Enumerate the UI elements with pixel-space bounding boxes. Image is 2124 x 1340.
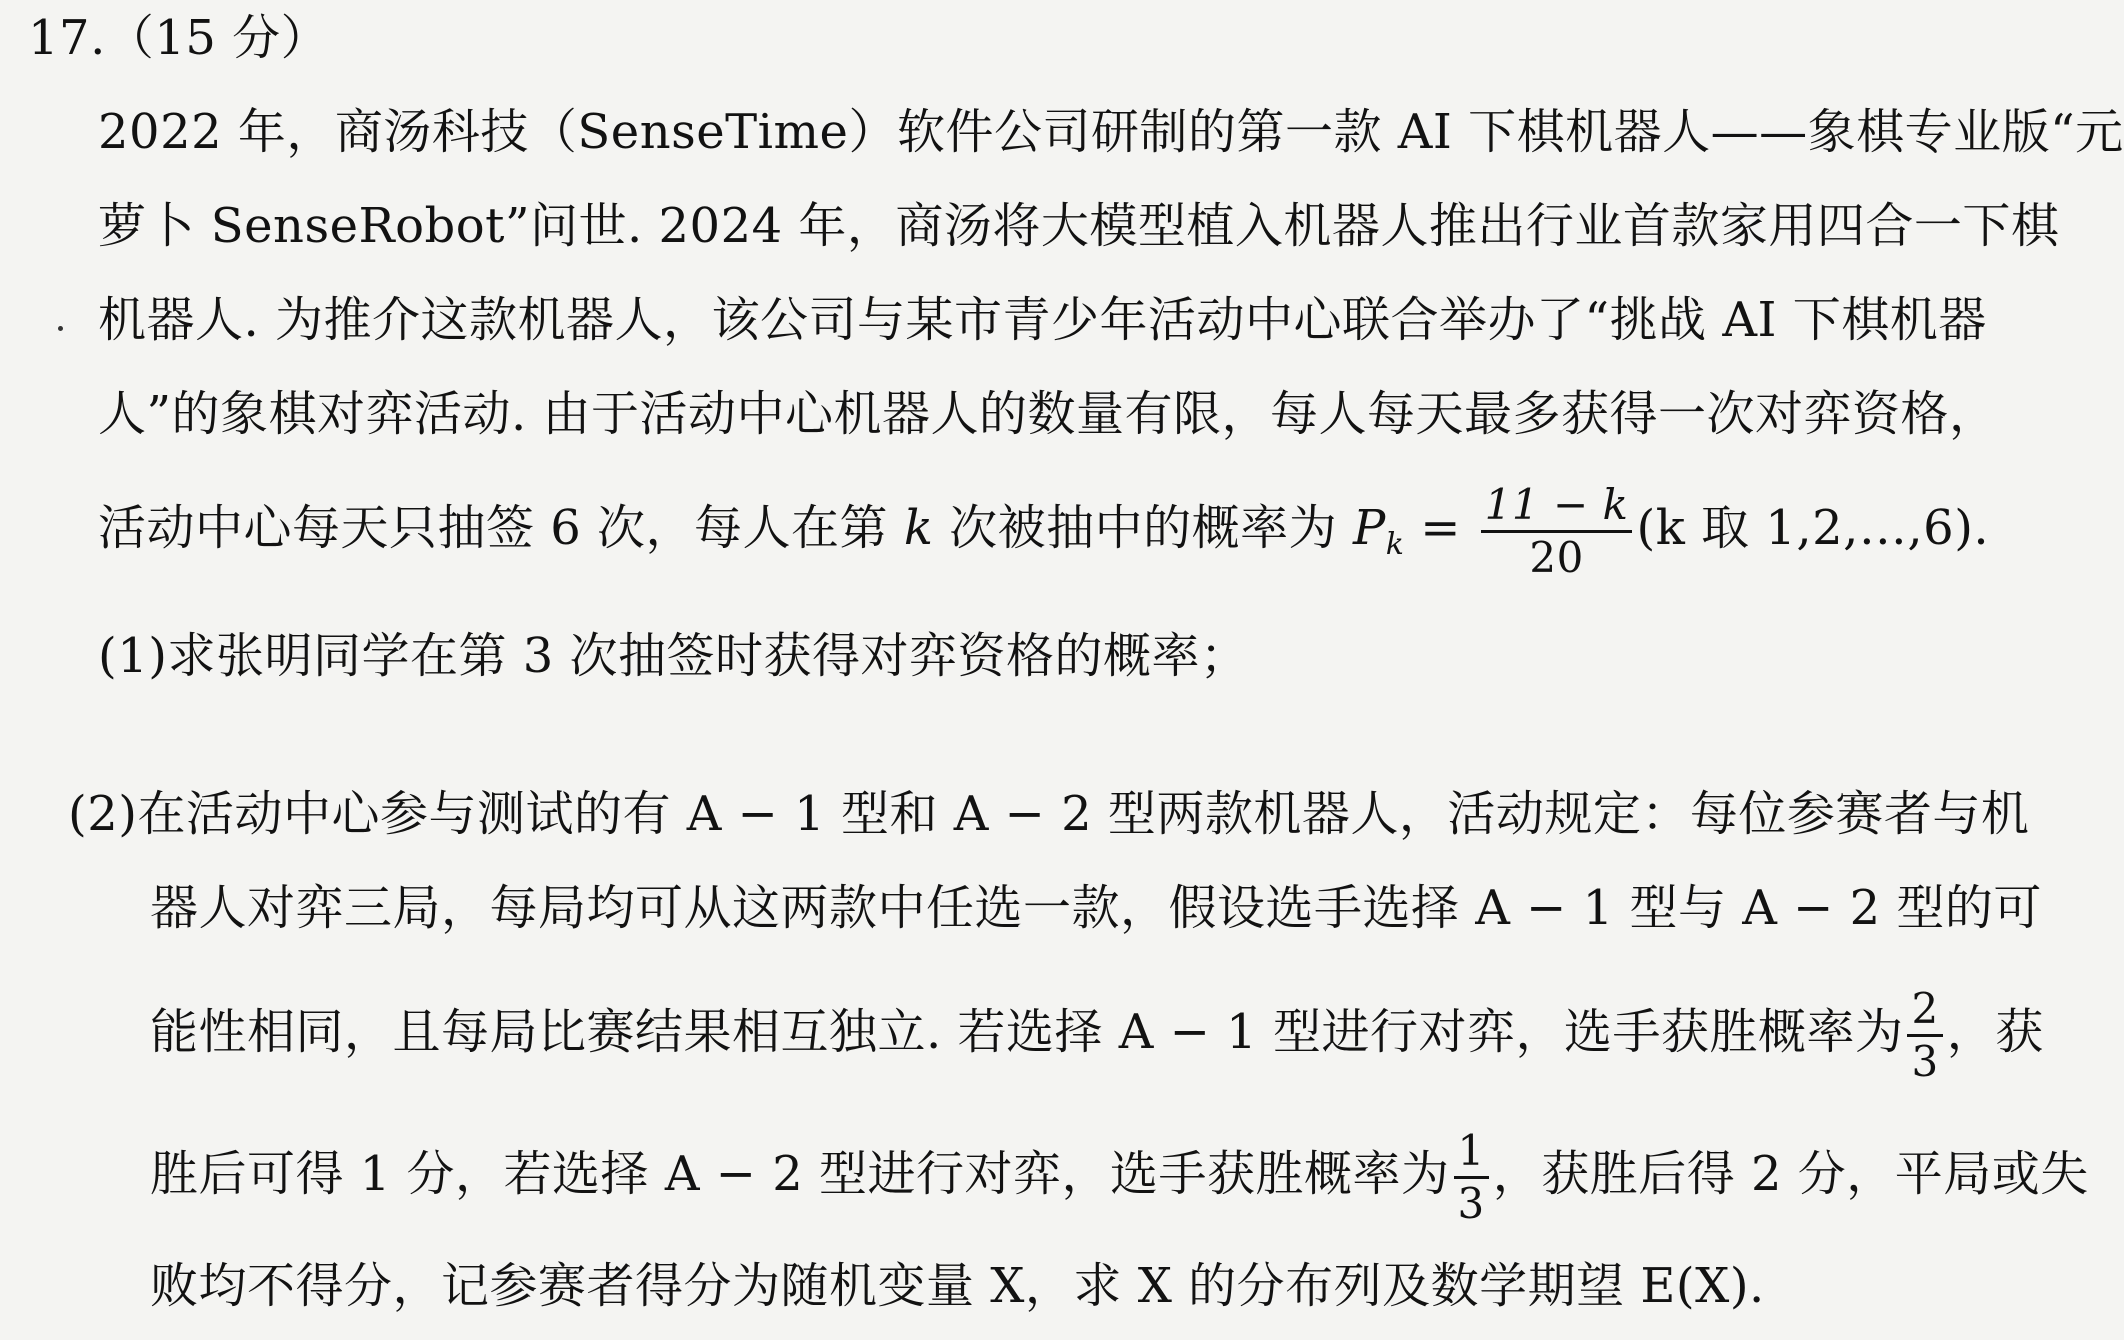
problem-header: 17.（15 分） [28,10,330,66]
part2-line-1: (2)在活动中心参与测试的有 A − 1 型和 A − 2 型两款机器人，活动规定：每位参赛者与机 [68,786,2030,842]
prob-symbol: P [1352,500,1386,556]
probability-fraction [1481,480,1633,582]
part2-line-5: 败均不得分，记参赛者得分为随机变量 X，求 X 的分布列及数学期望 E(X). [150,1258,1765,1314]
part2-line3-before: 能性相同，且每局比赛结果相互独立. 若选择 A − 1 型进行对弈，选手获胜概率为 [150,1004,1904,1060]
part2-line-2: 器人对弈三局，每局均可从这两款中任选一款，假设选手选择 A − 1 型与 A − 2 型的可 [150,880,2042,936]
line5-text-after: (k 取 1,2,…,6). [1636,500,1990,556]
part2-line-4 [150,1126,2089,1228]
intro-line-5 [98,480,1990,582]
fraction-denominator: 20 [1529,533,1584,582]
intro-line-3: 机器人. 为推介这款机器人，该公司与某市青少年活动中心联合举办了“挑战 AI 下棋机器 [98,292,1987,348]
line5-text-mid: 次被抽中的概率为 [933,500,1353,556]
win-probability-fraction-a1 [1907,984,1942,1086]
equals-sign: = [1404,500,1477,556]
part2-line4-after: ，获胜后得 2 分，平局或失 [1492,1146,2089,1202]
part1-question: (1)求张明同学在第 3 次抽签时获得对弈资格的概率； [98,628,1249,684]
line5-text-before: 活动中心每天只抽签 6 次，每人在第 [98,500,904,556]
intro-line-2: 萝卜 SenseRobot”问世. 2024 年，商汤将大模型植入机器人推出行业首款家用四合一下棋 [98,198,2060,254]
scan-dot [58,326,63,331]
win-probability-fraction-a2 [1454,1126,1489,1228]
intro-line-1: 2022 年，商汤科技（SenseTime）软件公司研制的第一款 AI 下棋机器人——象棋专业版“元 [98,104,2124,160]
part2-line3-after: ，获 [1946,1004,2044,1060]
fraction-denominator: 3 [1911,1037,1939,1086]
var-k: k [903,500,934,556]
part2-line4-before: 胜后可得 1 分，若选择 A − 2 型进行对弈，选手获胜概率为 [150,1146,1450,1202]
fraction-numerator: 11 − k [1481,484,1633,533]
prob-subscript: k [1385,527,1405,562]
part2-line-3 [150,984,2044,1086]
fraction-numerator: 2 [1907,988,1942,1037]
intro-line-4: 人”的象棋对弈活动. 由于活动中心机器人的数量有限，每人每天最多获得一次对弈资格， [98,386,1998,442]
fraction-numerator: 1 [1454,1130,1489,1179]
fraction-denominator: 3 [1457,1179,1485,1228]
